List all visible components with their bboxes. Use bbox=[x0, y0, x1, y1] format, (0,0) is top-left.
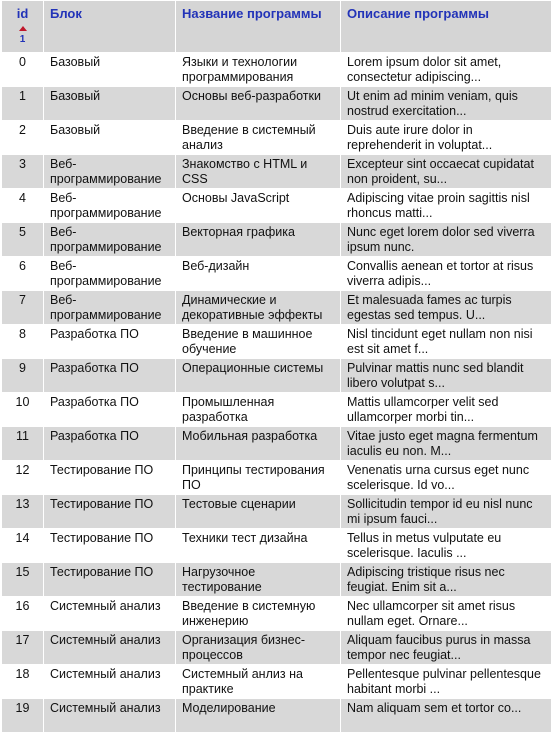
cell-block: Базовый bbox=[44, 121, 176, 155]
sort-ascending-icon bbox=[19, 26, 27, 31]
cell-program-name: Принципы тестирования ПО bbox=[176, 461, 341, 495]
cell-block: Тестирование ПО bbox=[44, 495, 176, 529]
column-header-id[interactable] bbox=[2, 1, 44, 53]
cell-block: Разработка ПО bbox=[44, 325, 176, 359]
cell-block: Тестирование ПО bbox=[44, 563, 176, 597]
cell-id: 15 bbox=[2, 563, 44, 597]
cell-program-name: Промышленная разработка bbox=[176, 393, 341, 427]
cell-program-name: Основы JavaScript bbox=[176, 189, 341, 223]
cell-program-name: Техники тест дизайна bbox=[176, 529, 341, 563]
programs-table bbox=[1, 0, 552, 733]
cell-program-name: Динамические и декоративные эффекты bbox=[176, 291, 341, 325]
cell-program-description: Excepteur sint occaecat cupidatat non proident, su... bbox=[341, 155, 552, 189]
cell-block: Разработка ПО bbox=[44, 359, 176, 393]
cell-block: Системный анализ bbox=[44, 665, 176, 699]
cell-block: Веб-программирование bbox=[44, 189, 176, 223]
cell-id: 17 bbox=[2, 631, 44, 665]
cell-program-description: Adipiscing tristique risus nec feugiat. Enim sit a... bbox=[341, 563, 552, 597]
cell-block: Тестирование ПО bbox=[44, 529, 176, 563]
cell-block: Веб-программирование bbox=[44, 155, 176, 189]
cell-program-description: Mattis ullamcorper velit sed ullamcorper morbi tin... bbox=[341, 393, 552, 427]
cell-id: 2 bbox=[2, 121, 44, 155]
table-row[interactable] bbox=[2, 563, 552, 597]
cell-program-name: Знакомство с HTML и CSS bbox=[176, 155, 341, 189]
cell-program-description: Lorem ipsum dolor sit amet, consectetur adipiscing... bbox=[341, 53, 552, 87]
table-row[interactable] bbox=[2, 427, 552, 461]
cell-program-description: Nec ullamcorper sit amet risus nullam eget. Ornare... bbox=[341, 597, 552, 631]
column-header-description-label: Описание программы bbox=[347, 6, 489, 21]
table-row[interactable] bbox=[2, 597, 552, 631]
cell-program-name: Системный анлиз на практике bbox=[176, 665, 341, 699]
cell-program-name: Введение в машинное обучение bbox=[176, 325, 341, 359]
table-row[interactable] bbox=[2, 121, 552, 155]
table-body bbox=[2, 53, 552, 733]
cell-block: Тестирование ПО bbox=[44, 461, 176, 495]
cell-program-description: Duis aute irure dolor in reprehenderit in voluptat... bbox=[341, 121, 552, 155]
cell-program-description: Sollicitudin tempor id eu nisl nunc mi ipsum fauci... bbox=[341, 495, 552, 529]
cell-id: 6 bbox=[2, 257, 44, 291]
cell-id: 16 bbox=[2, 597, 44, 631]
cell-program-description: Tellus in metus vulputate eu scelerisque. Iaculis ... bbox=[341, 529, 552, 563]
cell-block: Системный анализ bbox=[44, 699, 176, 733]
cell-program-description: Et malesuada fames ac turpis egestas sed tempus. U... bbox=[341, 291, 552, 325]
cell-program-name: Организация бизнес-процессов bbox=[176, 631, 341, 665]
cell-program-name: Моделирование bbox=[176, 699, 341, 733]
cell-program-description: Pulvinar mattis nunc sed blandit libero volutpat s... bbox=[341, 359, 552, 393]
cell-id: 5 bbox=[2, 223, 44, 257]
table-header-row bbox=[2, 1, 552, 53]
cell-block: Разработка ПО bbox=[44, 393, 176, 427]
cell-program-name: Мобильная разработка bbox=[176, 427, 341, 461]
cell-program-description: Nunc eget lorem dolor sed viverra ipsum nunc. bbox=[341, 223, 552, 257]
cell-id: 4 bbox=[2, 189, 44, 223]
cell-id: 10 bbox=[2, 393, 44, 427]
cell-program-description: Convallis aenean et tortor at risus viverra adipis... bbox=[341, 257, 552, 291]
table-row[interactable] bbox=[2, 325, 552, 359]
table-row[interactable] bbox=[2, 495, 552, 529]
table-row[interactable] bbox=[2, 529, 552, 563]
cell-program-name: Языки и технологии программирования bbox=[176, 53, 341, 87]
table-row[interactable] bbox=[2, 291, 552, 325]
cell-id: 3 bbox=[2, 155, 44, 189]
table-row[interactable] bbox=[2, 699, 552, 733]
column-header-description[interactable] bbox=[341, 1, 552, 53]
cell-program-name: Введение в системный анализ bbox=[176, 121, 341, 155]
cell-id: 12 bbox=[2, 461, 44, 495]
cell-program-description: Nisl tincidunt eget nullam non nisi est sit amet f... bbox=[341, 325, 552, 359]
cell-program-description: Pellentesque pulvinar pellentesque habitant morbi ... bbox=[341, 665, 552, 699]
column-header-block-label: Блок bbox=[50, 6, 82, 21]
table-row[interactable] bbox=[2, 359, 552, 393]
cell-block: Веб-программирование bbox=[44, 223, 176, 257]
cell-program-description: Aliquam faucibus purus in massa tempor nec feugiat... bbox=[341, 631, 552, 665]
cell-program-name: Операционные системы bbox=[176, 359, 341, 393]
cell-program-description: Venenatis urna cursus eget nunc scelerisque. Id vo... bbox=[341, 461, 552, 495]
cell-block: Базовый bbox=[44, 87, 176, 121]
cell-program-name: Основы веб-разработки bbox=[176, 87, 341, 121]
cell-program-name: Введение в системную инженерию bbox=[176, 597, 341, 631]
column-header-name-label: Название программы bbox=[182, 6, 322, 21]
table-row[interactable] bbox=[2, 393, 552, 427]
table-row[interactable] bbox=[2, 53, 552, 87]
sort-order-number: 1 bbox=[19, 34, 26, 45]
cell-program-description: Vitae justo eget magna fermentum iaculis eu non. M... bbox=[341, 427, 552, 461]
cell-block: Системный анализ bbox=[44, 597, 176, 631]
cell-block: Системный анализ bbox=[44, 631, 176, 665]
table-row[interactable] bbox=[2, 189, 552, 223]
table-row[interactable] bbox=[2, 155, 552, 189]
column-header-name[interactable] bbox=[176, 1, 341, 53]
cell-program-name: Векторная графика bbox=[176, 223, 341, 257]
cell-id: 0 bbox=[2, 53, 44, 87]
table-row[interactable] bbox=[2, 257, 552, 291]
table-row[interactable] bbox=[2, 665, 552, 699]
cell-program-description: Nam aliquam sem et tortor co... bbox=[341, 699, 552, 733]
cell-program-description: Adipiscing vitae proin sagittis nisl rhoncus matti... bbox=[341, 189, 552, 223]
cell-id: 19 bbox=[2, 699, 44, 733]
cell-block: Разработка ПО bbox=[44, 427, 176, 461]
column-header-id-label: id bbox=[16, 6, 29, 21]
table-row[interactable] bbox=[2, 223, 552, 257]
cell-id: 9 bbox=[2, 359, 44, 393]
column-header-block[interactable] bbox=[44, 1, 176, 53]
cell-id: 18 bbox=[2, 665, 44, 699]
cell-block: Базовый bbox=[44, 53, 176, 87]
table-row[interactable] bbox=[2, 87, 552, 121]
cell-id: 13 bbox=[2, 495, 44, 529]
table-row[interactable] bbox=[2, 631, 552, 665]
cell-id: 8 bbox=[2, 325, 44, 359]
cell-id: 7 bbox=[2, 291, 44, 325]
cell-program-name: Веб-дизайн bbox=[176, 257, 341, 291]
table-row[interactable] bbox=[2, 461, 552, 495]
cell-program-name: Тестовые сценарии bbox=[176, 495, 341, 529]
cell-program-name: Нагрузочное тестирование bbox=[176, 563, 341, 597]
cell-block: Веб-программирование bbox=[44, 257, 176, 291]
cell-id: 14 bbox=[2, 529, 44, 563]
cell-id: 11 bbox=[2, 427, 44, 461]
cell-program-description: Ut enim ad minim veniam, quis nostrud exercitation... bbox=[341, 87, 552, 121]
cell-block: Веб-программирование bbox=[44, 291, 176, 325]
cell-id: 1 bbox=[2, 87, 44, 121]
